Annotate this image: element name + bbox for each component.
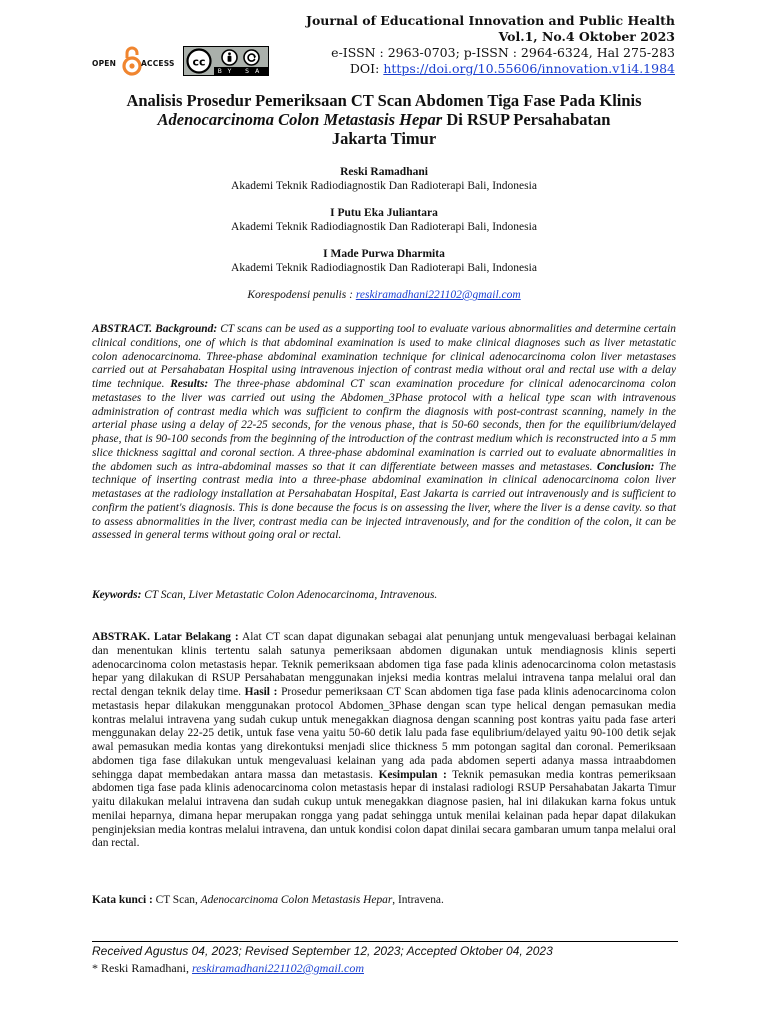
abstrak-hasil: Prosedur pemeriksaan CT Scan abdomen tiga fase pada klinis adenocarcinoma colon metastasis hepar dilakukan menggunakan protocol Abdomen_3Phase dengan scan type helical dengan pemasukan media kontras melalui intravena yang sudah cukup untuk menegakkan diagnosa dengan scanning post kontras yaitu pada fase arteri menggunakan delay 22-25 detik, untuk fase vena yaitu 50-60 detik lalu pada fase equlibrium/delayed yaitu 90-100 detik sejak awal pemasukan media kontas yang direkontuksi menjadi slice thickness 5 mm potongan sagital dan coronal. Pemeriksaan abdomen tiga fase dilakukan untuk mengevaluasi kelainan yang ada pada abdomen seperti adanya massa intraabdomen sehingga dapat membedakan antara massa dan metastasis. <box>92 686 677 781</box>
title-italic-part: Adenocarcinoma Colon Metastasis Hepar <box>157 110 443 129</box>
footer-divider <box>92 941 678 942</box>
author-affiliation: Akademi Teknik Radiodiagnostik Dan Radioterapi Bali, Indonesia <box>231 180 537 192</box>
title-line-1: Analisis Prosedur Pemeriksaan CT Scan Abdomen Tiga Fase Pada Klinis <box>126 91 642 110</box>
abstract-background: CT scans can be used as a supporting tool to evaluate various abnormalities and determine certain clinical conditions, one of which is that abdominal examination is used to make clinical diagnoses such as liver metastatic colon adenocarcinoma. Three-phase abdominal examination technique for clinical adenocarcinoma colon liver metastases carried out at Persahabatan Hospital using intravenous injection of contrast media without oral and rectal use with a delay time technique. <box>92 323 676 390</box>
author-block <box>90 247 678 275</box>
correspondence-line <box>90 288 678 302</box>
paper-title <box>90 91 678 148</box>
abstract-indonesian <box>92 631 676 851</box>
kata-kunci-pre: CT Scan, <box>152 894 201 906</box>
keywords-indonesian <box>92 893 676 907</box>
abstract-results: The three-phase abdominal CT scan examination procedure for clinical adenocarcinoma colon metastases to the liver was carried out using the Abdomen_3Phase protocol with a helical type scan with intravenous administration of contrast media which was sufficient to confirm the diagnosis with post-contrast scanning, namely in the arterial phase using a delay of 22-25 seconds, for the venous phase, that is 50-60 seconds, then for the equilibrium/delayed phase, that is 90-100 seconds from the beginning of the introduction of the contrast medium which is reconstructed into a 5 mm slice thickness sagittal and coronal section. A three-phase abdominal examination is carried out to evaluate abnormalities in the abdomen such as intra-abdominal masses so that it can differentiate between masses and metastases. <box>92 378 677 473</box>
kata-kunci-italic: Adenocarcinoma Colon Metastasis Hepar <box>200 894 393 906</box>
footnote-prefix: * Reski Ramadhani, <box>92 961 192 975</box>
keywords-english <box>92 588 676 602</box>
oa-open-text: OPEN <box>92 59 117 68</box>
abstract-conclusion: The technique of inserting contrast media into a three-phase abdominal examination in clinical adenocarcinoma colon liver metastases at the radiology installation at Persahabatan Hospital, East Jakarta is carried out intravenously and is sufficient to confirm the patient's diagnosis. This is done because the focus is on assessing the liver, where the liver is a dense cavity. so that to assess abnormalities in the liver, contrast media can be injected intravenously, and for the condition of the colon, it can be assessed in general terms without going oral or rectal. <box>92 460 677 542</box>
abstrak-kesimpulan: Teknik pemasukan media kontras pemeriksaan abdomen tiga fase pada klinis adenocarcinoma colon metastasis hepar di instalasi radiologi RSUP Persahabatan Jakarta Timur yaitu dilakukan melalui intravena dan sudah cukup untuk menegakkan diagnose pasien, hal ini dilakukan karna fokus untuk menilai heparnya, dimana hepar merupakan rongga yang padat sehingga untuk menilai kelainan pada hepar dapat dilakukan penginjeksian media kontras melalui intravena, dan untuk kondisi colon dapat dinilai secara gambaran umum tanpa melalui oral dan rectal. <box>92 768 676 850</box>
cc-by-sa-label: BY SA <box>214 67 269 76</box>
abstract-label: ABSTRACT. Background: <box>92 323 218 335</box>
author-name: I Made Purwa Dharmita <box>323 248 445 260</box>
abstrak-hasil-label: Hasil : <box>244 686 278 698</box>
correspondence-email-link[interactable]: reskiramadhani221102@gmail.com <box>355 289 521 301</box>
abstract-conclusion-label: Conclusion: <box>596 460 655 473</box>
author-list <box>90 165 678 302</box>
title-line-2-rest: Di RSUP Persahabatan <box>442 110 611 129</box>
received-dates: Received Agustus 04, 2023; Revised September 12, 2023; Accepted Oktober 04, 2023 <box>92 944 553 958</box>
journal-header <box>306 13 675 77</box>
author-name: I Putu Eka Juliantara <box>330 207 438 219</box>
by-person-icon <box>221 49 238 66</box>
abstrak-background: Alat CT scan dapat digunakan sebagai alat penunjang untuk mengevaluasi berbagai kelainan dan menentukan klinis tertentu salah satunya pemeriksaan abdomen digunakan untuk mendiagnosis klinis seperti adenocarcinoma colon metastasis hepar. Teknik pemeriksaan abdomen tiga fase pada klinis adenocarcinoma colon metastasis hepar yang dilakukan di RSUP Persahabatan menggunakan injeksi media kontras melalui intravena tanpa melalui oral dan rectal dengan teknik delay time. <box>92 631 676 698</box>
kata-kunci-post: , Intravena. <box>392 894 444 906</box>
footnote-email-link[interactable]: reskiramadhani221102@gmail.com <box>191 961 365 975</box>
journal-issn: e-ISSN : 2963-0703; p-ISSN : 2964-6324, Hal 275-283 <box>331 45 675 60</box>
abstract-results-label: Results: <box>170 378 209 390</box>
author-block <box>90 165 678 193</box>
abstrak-kesimpulan-label: Kesimpulan : <box>378 768 447 781</box>
author-footnote <box>92 961 364 975</box>
sa-share-alike-icon <box>243 49 260 66</box>
kata-kunci-label: Kata kunci : <box>92 894 153 906</box>
author-affiliation: Akademi Teknik Radiodiagnostik Dan Radioterapi Bali, Indonesia <box>231 262 537 274</box>
title-line-2 <box>90 110 678 129</box>
journal-title: Journal of Educational Innovation and Public Health <box>306 13 675 28</box>
journal-doi <box>306 61 675 77</box>
oa-access-text: ACCESS <box>141 59 175 68</box>
journal-volume: Vol.1, No.4 Oktober 2023 <box>498 29 675 44</box>
keywords-text: CT Scan, Liver Metastatic Colon Adenocarcinoma, Intravenous. <box>141 589 438 601</box>
title-line-3: Jakarta Timur <box>331 129 437 148</box>
author-affiliation: Akademi Teknik Radiodiagnostik Dan Radioterapi Bali, Indonesia <box>231 221 537 233</box>
keywords-label: Keywords: <box>92 589 142 601</box>
doi-label: DOI: <box>349 61 384 76</box>
correspondence-label: Korespodensi penulis : <box>247 289 356 301</box>
open-access-logo <box>92 46 176 76</box>
doi-link[interactable]: https://doi.org/10.55606/innovation.v1i4.1984 <box>383 61 675 76</box>
author-block <box>90 206 678 234</box>
cc-icon <box>186 48 212 74</box>
author-name: Reski Ramadhani <box>340 166 428 178</box>
abstrak-label: ABSTRAK. Latar Belakang : <box>92 631 239 643</box>
abstract-english <box>92 323 676 543</box>
open-lock-icon <box>122 46 142 76</box>
svg-text:cc: cc <box>192 55 206 69</box>
